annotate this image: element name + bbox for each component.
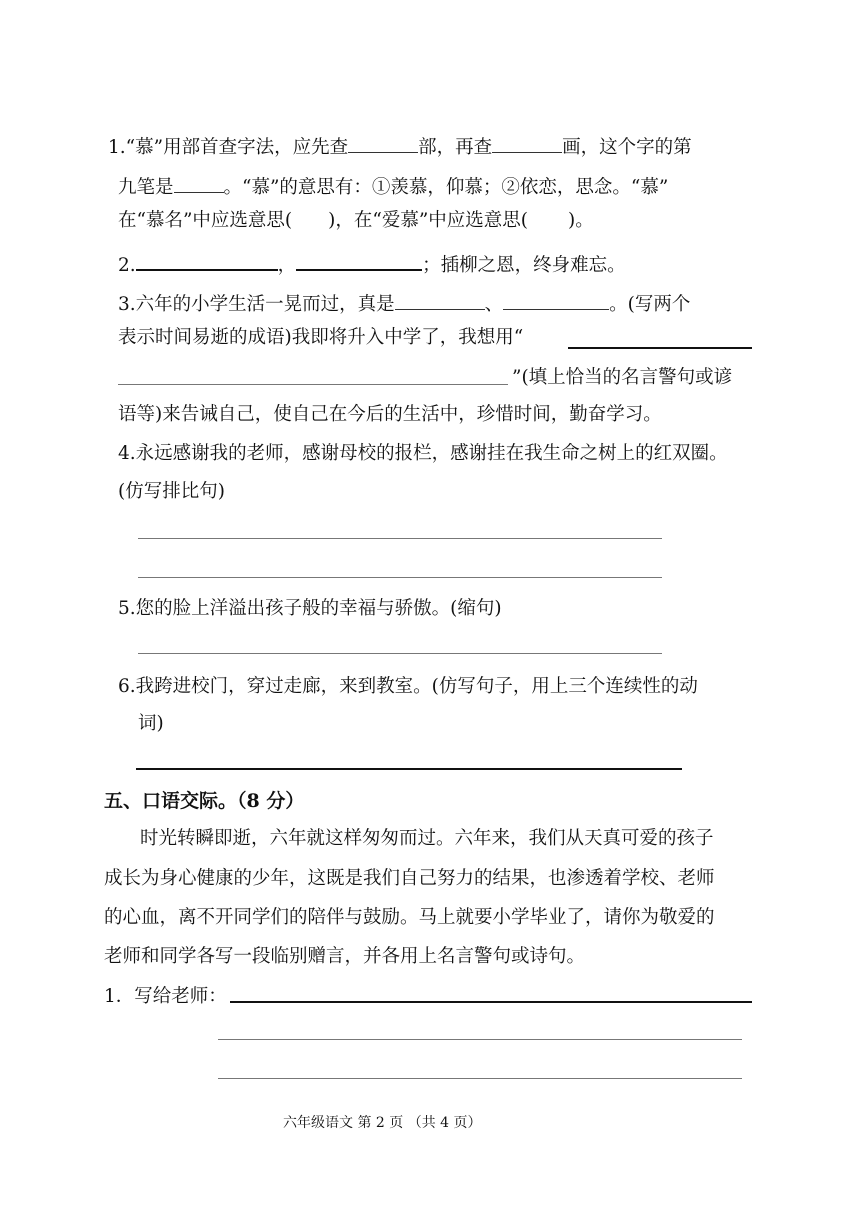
q3-quote-blank-2[interactable]: [118, 384, 508, 385]
q2-blank-1[interactable]: [136, 249, 278, 271]
q4-instruction: (仿写排比句): [118, 481, 225, 502]
q2-text: ；插柳之恩，终身难忘。: [422, 255, 626, 276]
q1-text-b: 部，再查: [418, 137, 493, 158]
q1-blank-strokes[interactable]: [492, 132, 562, 153]
q2-line: [118, 249, 626, 279]
q5-answer-line[interactable]: [138, 653, 662, 654]
teacher-message-line-1[interactable]: [230, 1001, 752, 1003]
q3-line-3: [512, 365, 732, 391]
section-5-title: 五、口语交际。（8 分）: [104, 790, 305, 812]
q4-answer-line-2[interactable]: [138, 577, 662, 578]
section-5-paragraph-line-4: 老师和同学各写一段临别赠言，并各用上名言警句或诗句。: [104, 946, 586, 967]
q3-line-4: [118, 402, 662, 428]
section-5-paragraph-line-3: 的心血，离不开同学们的陪伴与鼓励。马上就要小学毕业了，请你为敬爱的: [104, 907, 715, 928]
teacher-message-line-3[interactable]: [218, 1078, 742, 1079]
q6-line-2: [138, 711, 164, 737]
q3-line-1: [118, 289, 690, 318]
q1-text-g: )，在“爱慕”中应选意思(: [328, 210, 528, 231]
page-footer: 六年级语文 第 2 页 （共 4 页）: [283, 1115, 482, 1131]
q3-text-b: 、: [484, 294, 504, 315]
q1-text-e: 。“慕”的意思有：①羡慕，仰慕；②依恋，思念。“慕”: [223, 177, 669, 198]
q3-text-c: 。(写两个: [609, 294, 691, 315]
q3-line-2: [118, 325, 523, 351]
q6-text: 6.我跨进校门，穿过走廊，来到教室。(仿写句子，用上三个连续性的动: [118, 676, 698, 697]
q3-blank-idiom-2[interactable]: [503, 289, 609, 310]
q1-text-c: 画，这个字的第: [562, 137, 692, 158]
q4-answer-line-1[interactable]: [138, 538, 662, 539]
q2-number: 2.: [118, 255, 136, 276]
q3-blank-idiom-1[interactable]: [395, 289, 485, 310]
q3-text-f: 语等)来告诫自己，使自己在今后的生活中，珍惜时间，勤奋学习。: [118, 404, 662, 425]
q5-line-1: [118, 596, 502, 622]
q2-blank-2[interactable]: [296, 249, 422, 271]
section-5-item-1-label: 1．写给老师：: [104, 986, 227, 1007]
q3-text-d: 表示时间易逝的成语)我即将升入中学了，我想用“: [118, 327, 524, 348]
q6-line-1: [118, 674, 698, 700]
q3-quote-blank-1[interactable]: [568, 347, 752, 349]
q4-text: 4.永远感谢我的老师，感谢母校的报栏，感谢挂在我生命之树上的红双圈。: [118, 443, 728, 464]
q1-blank-radical[interactable]: [348, 132, 418, 153]
q4-line-2: [118, 479, 225, 505]
section-5-paragraph-line-1: 时光转瞬即逝，六年就这样匆匆而过。六年来，我们从天真可爱的孩子: [140, 828, 714, 849]
q1-line-3: [118, 208, 594, 234]
q1-text-d: 九笔是: [118, 177, 174, 198]
q1-blank-ninth-stroke[interactable]: [174, 172, 224, 193]
teacher-message-line-2[interactable]: [218, 1039, 742, 1040]
q1-line-1: [108, 132, 692, 161]
q6-answer-line[interactable]: [136, 768, 682, 770]
q5-text: 5.您的脸上洋溢出孩子般的幸福与骄傲。(缩句): [118, 598, 502, 619]
q4-line-1: [118, 441, 728, 467]
q1-text-a: 1.“慕”用部首查字法，应先查: [108, 137, 349, 158]
q1-text-f: 在“慕名”中应选意思(: [118, 210, 293, 231]
q1-line-2: [118, 172, 668, 201]
q6-text-cont: 词): [138, 713, 164, 734]
q1-text-h: )。: [568, 210, 594, 231]
q3-text-e: ”(填上恰当的名言警句或谚: [512, 367, 733, 388]
section-5-paragraph-line-2: 成长为身心健康的少年，这既是我们自己努力的结果，也渗透着学校、老师: [104, 868, 715, 889]
q3-text-a: 3.六年的小学生活一晃而过，真是: [118, 294, 395, 315]
q2-separator: ，: [277, 255, 297, 276]
